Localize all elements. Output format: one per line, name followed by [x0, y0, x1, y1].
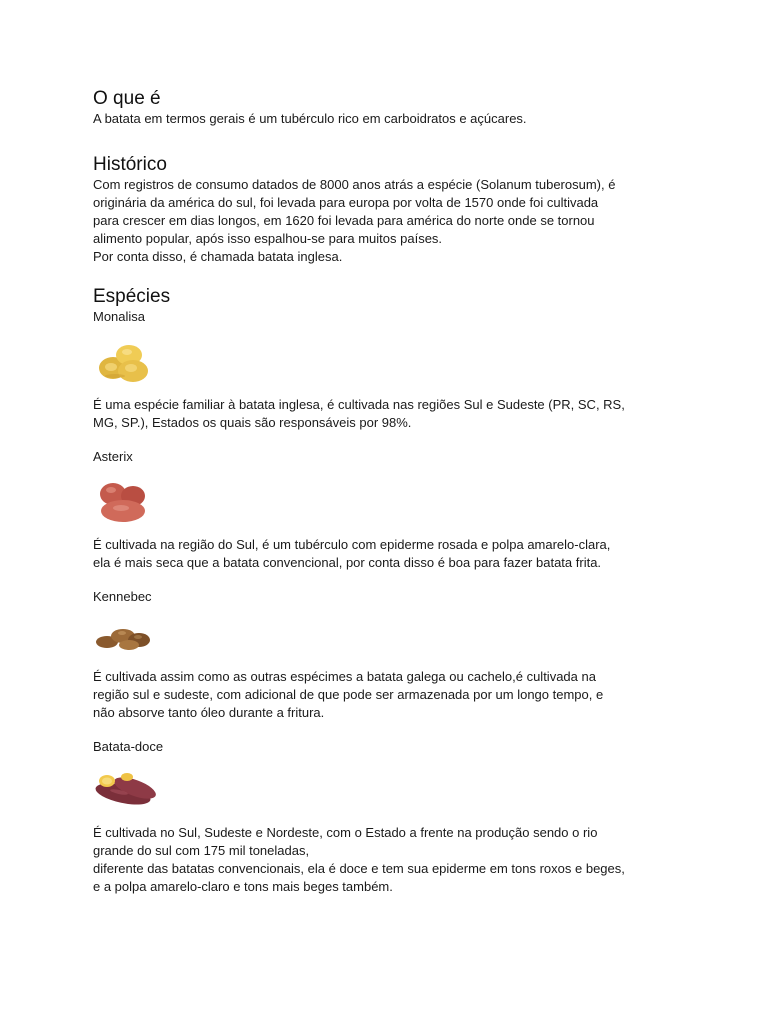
section-title: Histórico: [93, 154, 167, 175]
species-name: Monalisa: [93, 309, 146, 324]
brown-potatoes-image: [93, 618, 155, 658]
species-batata-doce: [93, 738, 693, 896]
paragraph-line: região sul e sudeste, com adicional de que pode ser armazenada por um longo tempo, e: [93, 687, 604, 702]
paragraph-line: diferente das batatas convencionais, ela é doce e tem sua epiderme em tons roxos e beges,: [93, 861, 625, 876]
species-name: Batata-doce: [93, 739, 164, 754]
paragraph-line: originária da américa do sul, foi levada para europa por volta de 1570 onde foi cultivada: [93, 195, 599, 210]
paragraph-line: Por conta disso, é chamada batata inglesa.: [93, 249, 343, 264]
species-name: Kennebec: [93, 589, 152, 604]
paragraph: A batata em termos gerais é um tubérculo rico em carboidratos e açúcares.: [93, 111, 527, 126]
paragraph-line: É cultivada assim como as outras espécimes a batata galega ou cachelo,é cultivada na: [93, 669, 596, 684]
paragraph-line: É cultivada no Sul, Sudeste e Nordeste, com o Estado a frente na produção sendo o rio: [93, 825, 598, 840]
document-content: [93, 88, 693, 896]
paragraph-line: Com registros de consumo datados de 8000 anos atrás a espécie (Solanum tuberosum), é: [93, 177, 616, 192]
paragraph-line: e a polpa amarelo-claro e tons mais beges também.: [93, 879, 393, 894]
section-historico: [93, 154, 693, 266]
species-asterix: [93, 448, 693, 572]
species-monalisa: [93, 308, 693, 432]
section-especies: [93, 286, 693, 896]
yellow-potatoes-image: [93, 338, 155, 386]
red-potatoes-image: [93, 478, 153, 526]
species-name: Asterix: [93, 449, 133, 464]
paragraph-line: alimento popular, após isso espalhou-se para muitos países.: [93, 231, 443, 246]
paragraph-line: grande do sul com 175 mil toneladas,: [93, 843, 310, 858]
paragraph-line: É cultivada na região do Sul, é um tubérculo com epiderme rosada e polpa amarelo-clara,: [93, 537, 611, 552]
species-kennebec: [93, 588, 693, 722]
paragraph-line: MG, SP.), Estados os quais são responsáveis por 98%.: [93, 415, 412, 430]
sweet-potatoes-image: [93, 768, 161, 814]
paragraph-line: ela é mais seca que a batata convencional, por conta disso é boa para fazer batata frita.: [93, 555, 602, 570]
section-o-que-e: [93, 88, 693, 128]
section-title: Espécies: [93, 286, 171, 307]
section-title: O que é: [93, 88, 161, 109]
paragraph-line: É uma espécie familiar à batata inglesa, é cultivada nas regiões Sul e Sudeste (PR, SC, RS,: [93, 397, 625, 412]
paragraph-line: não absorve tanto óleo durante a fritura.: [93, 705, 325, 720]
paragraph-line: para crescer em dias longos, em 1620 foi levada para américa do norte onde se tornou: [93, 213, 595, 228]
